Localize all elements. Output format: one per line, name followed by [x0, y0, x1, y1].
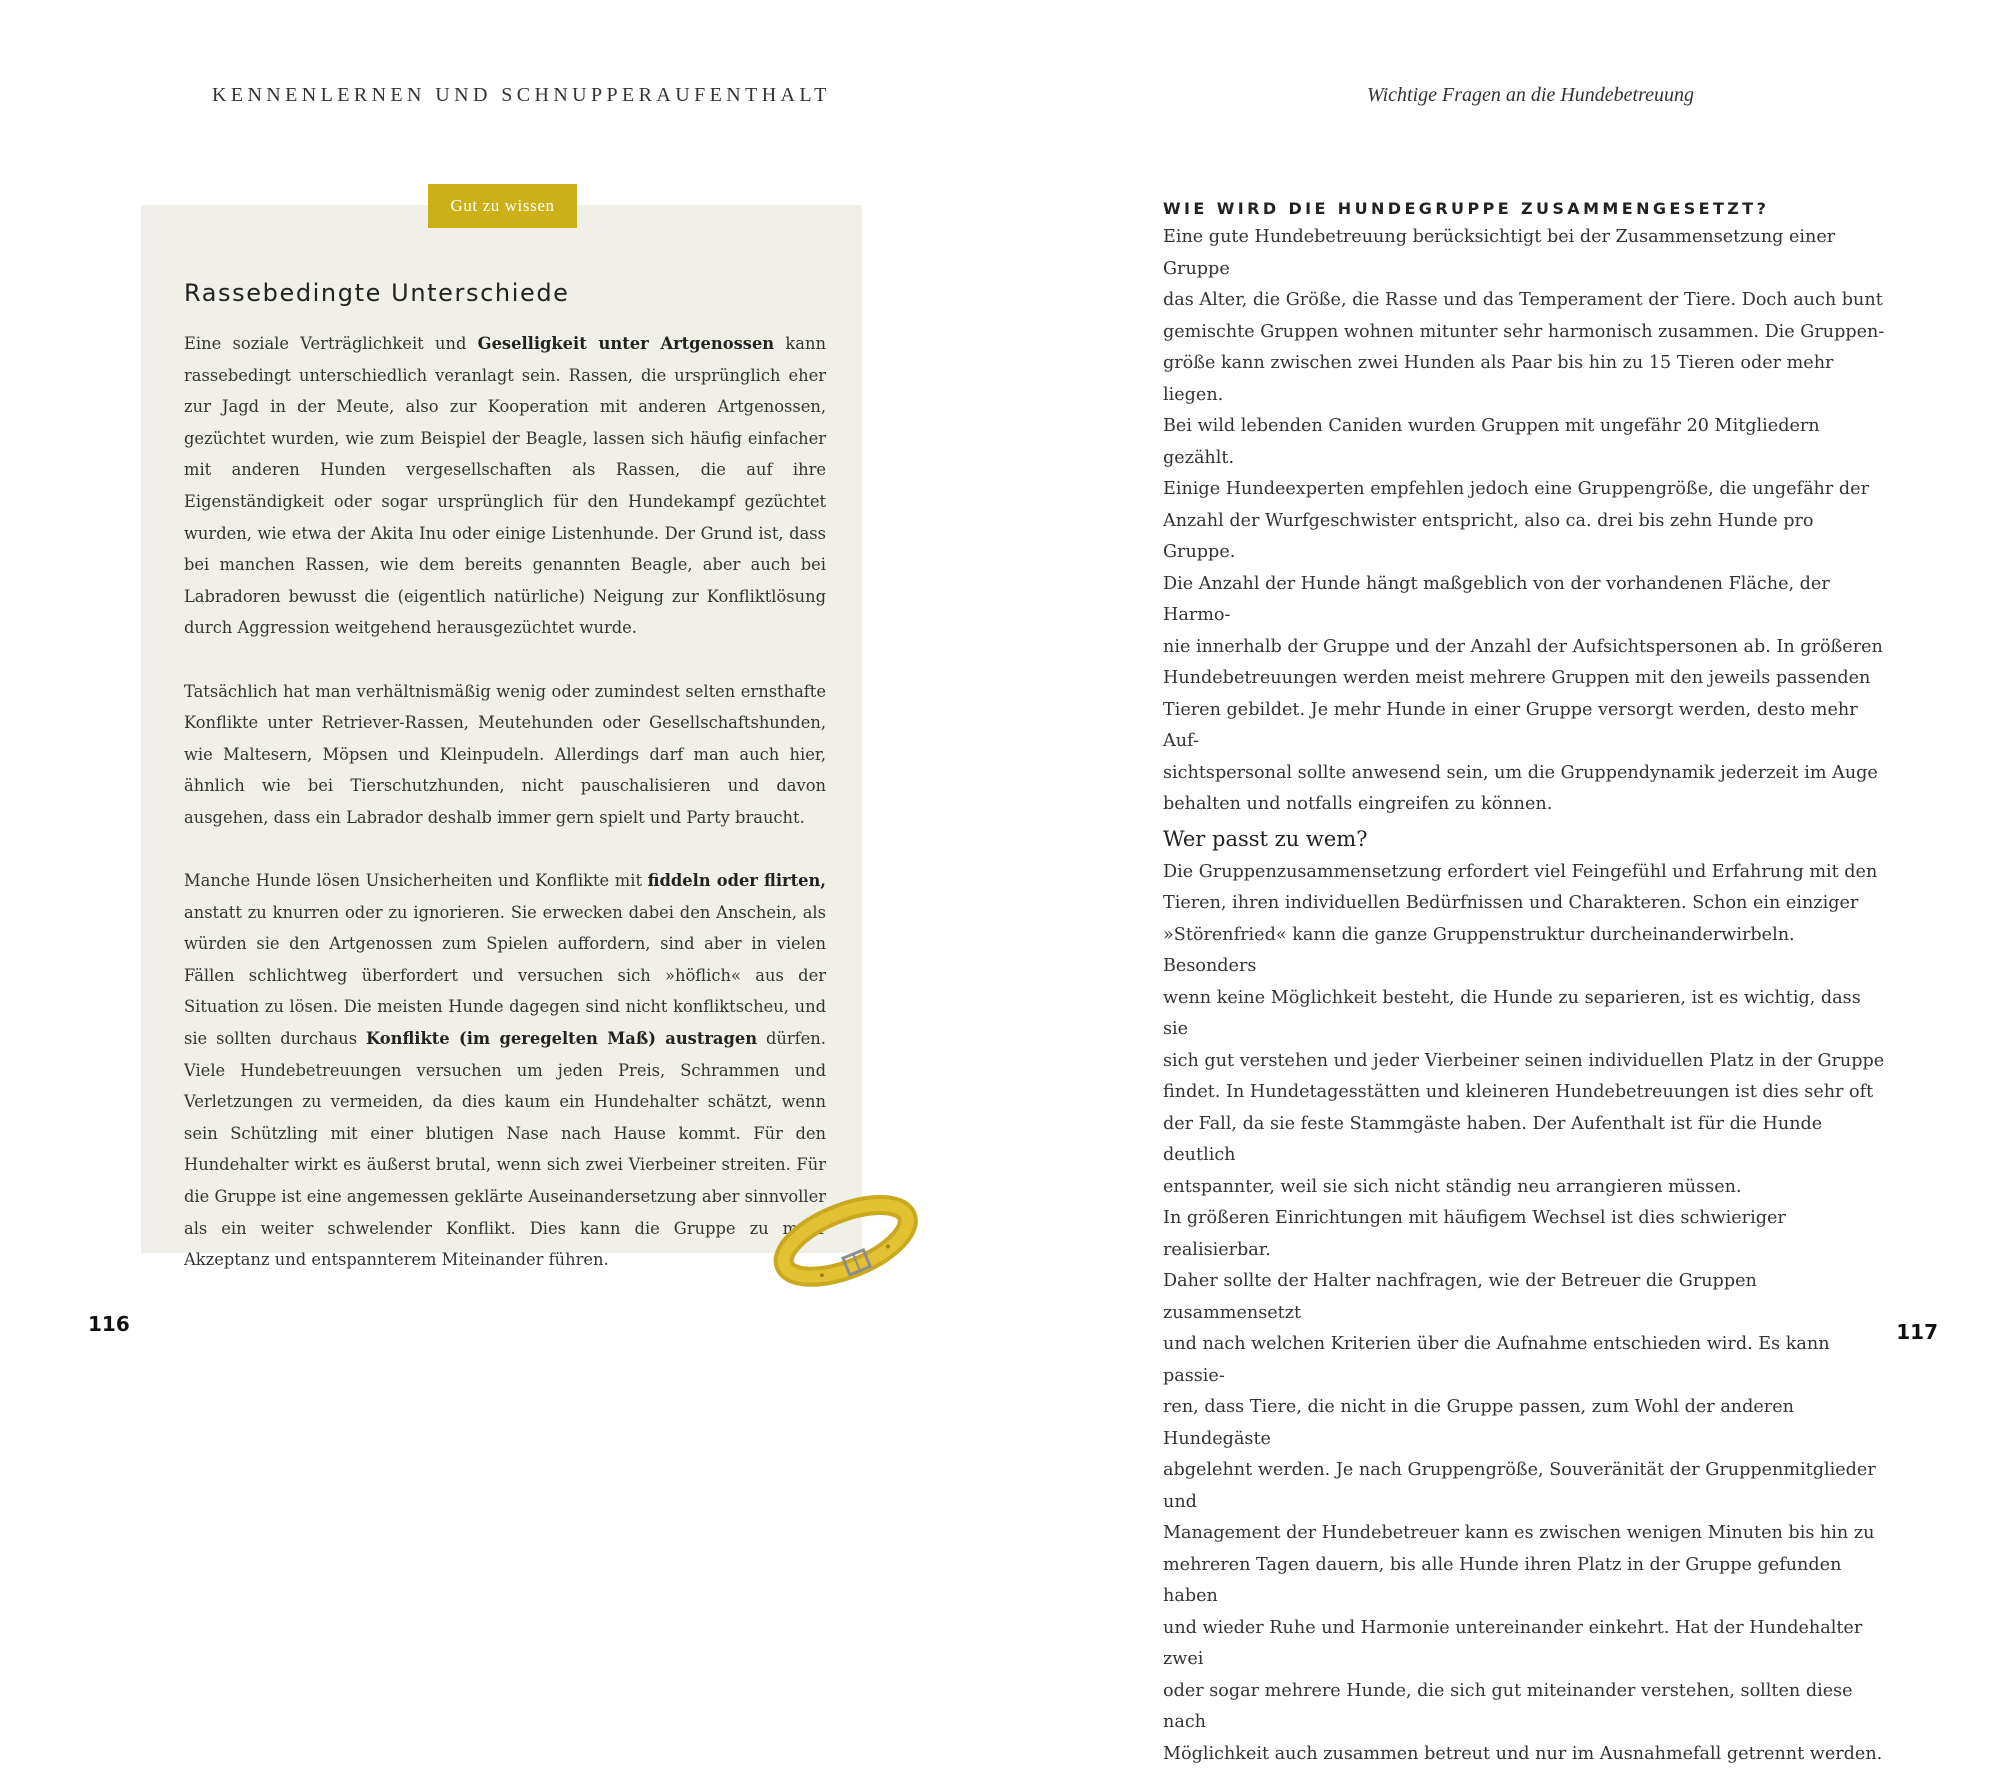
- running-head-right: Wichtige Fragen an die Hundebetreuung: [1367, 84, 1694, 107]
- right-body-line: der Fall, da sie feste Stammgäste haben. Der Aufenthalt ist für die Hunde deutlich: [1163, 1109, 1886, 1172]
- bold-phrase: fiddeln oder flirten,: [648, 871, 826, 890]
- right-body-line: und wieder Ruhe und Harmonie untereinander einkehrt. Hat der Hundehalter zwei: [1163, 1613, 1886, 1676]
- right-body-line: behalten und notfalls eingreifen zu können.: [1163, 789, 1886, 821]
- dog-collar-icon: [770, 1186, 920, 1292]
- right-body-line: Möglichkeit auch zusammen betreut und nur im Ausnahmefall getrennt werden.: [1163, 1739, 1886, 1770]
- section-heading-group-composition: WIE WIRD DIE HUNDEGRUPPE ZUSAMMENGESETZT?: [1163, 196, 1886, 222]
- right-body-line: ren, dass Tiere, die nicht in die Gruppe passen, zum Wohl der anderen Hundegäste: [1163, 1392, 1886, 1455]
- info-box-title: Rassebedingte Unterschiede: [184, 279, 570, 307]
- right-body-line: größe kann zwischen zwei Hunden als Paar bis hin zu 15 Tieren oder mehr liegen.: [1163, 348, 1886, 411]
- right-body-line: das Alter, die Größe, die Rasse und das Temperament der Tiere. Doch auch bunt: [1163, 285, 1886, 317]
- right-body-line: abgelehnt werden. Je nach Gruppengröße, Souveränität der Gruppenmitglieder und: [1163, 1455, 1886, 1518]
- right-body-line: Anzahl der Wurfgeschwister entspricht, also ca. drei bis zehn Hunde pro Gruppe.: [1163, 506, 1886, 569]
- right-body-line: sich gut verstehen und jeder Vierbeiner seinen individuellen Platz in der Gruppe: [1163, 1046, 1886, 1078]
- info-box-text: [184, 328, 826, 1307]
- info-paragraph-1: Eine soziale Verträglichkeit und Geselligkeit unter Artgenossen kann rassebedingt unterschiedlich veranlagt sein. Rassen, die ursprünglich eher zur Jagd in der Meute, also zur Kooperation mit anderen Artgenossen, gezüchtet wurden, wie zum Beispiel der Beagle, lassen sich häufig einfacher mit anderen Hunden vergesellschaften als Rassen, die auf ihre Eigenständigkeit oder sogar ursprünglich für den Hundekampf gezüchtet wurden, wie etwa der Akita Inu oder einige Listenhunde. Der Grund ist, dass bei manchen Rassen, wie dem bereits genannten Beagle, aber auch bei Labradoren bewusst die (eigentlich natürliche) Neigung zur Konfliktlösung durch Aggression weitgehend herausgezüchtet wurde.: [184, 328, 826, 644]
- page-number-right: 117: [1896, 1320, 1938, 1344]
- right-body-line: Management der Hundebetreuer kann es zwischen wenigen Minuten bis hin zu: [1163, 1518, 1886, 1550]
- right-body-line: gemischte Gruppen wohnen mitunter sehr harmonisch zusammen. Die Gruppen-: [1163, 317, 1886, 349]
- section-heading-who-fits: Wer passt zu wem?: [1163, 821, 1886, 857]
- right-column: [1163, 196, 1886, 1770]
- right-body-line: Eine gute Hundebetreuung berücksichtigt bei der Zusammensetzung einer Gruppe: [1163, 222, 1886, 285]
- right-body-line: Daher sollte der Halter nachfragen, wie der Betreuer die Gruppen zusammensetzt: [1163, 1266, 1886, 1329]
- right-body-line: »Störenfried« kann die ganze Gruppenstruktur durcheinanderwirbeln. Besonders: [1163, 920, 1886, 983]
- right-body-line: wenn keine Möglichkeit besteht, die Hunde zu separieren, ist es wichtig, dass sie: [1163, 983, 1886, 1046]
- right-body-line: In größeren Einrichtungen mit häufigem Wechsel ist dies schwieriger realisierbar.: [1163, 1203, 1886, 1266]
- right-body-line: oder sogar mehrere Hunde, die sich gut miteinander verstehen, sollten diese nach: [1163, 1676, 1886, 1739]
- right-body-line: Einige Hundeexperten empfehlen jedoch eine Gruppengröße, die ungefähr der: [1163, 474, 1886, 506]
- right-body-line: entspannter, weil sie sich nicht ständig neu arrangieren müssen.: [1163, 1172, 1886, 1204]
- info-box-tag: Gut zu wissen: [428, 184, 577, 228]
- right-body-line: Die Gruppenzusammensetzung erfordert viel Feingefühl und Erfahrung mit den: [1163, 857, 1886, 889]
- info-paragraph-3: Manche Hunde lösen Unsicherheiten und Konflikte mit fiddeln oder flirten, anstatt zu knurren oder zu ignorieren. Sie erwecken dabei den Anschein, als würden sie den Artgenossen zum Spielen auffordern, sind aber in vielen Fällen schlichtweg überfordert und versuchen sich »höflich« aus der Situation zu lösen. Die meisten Hunde dagegen sind nicht konfliktscheu, und sie sollten durchaus Konflikte (im geregelten Maß) austragen dürfen. Viele Hundebetreuungen versuchen um jeden Preis, Schrammen und Verletzungen zu vermeiden, da dies kaum ein Hundehalter schätzt, wenn sein Schützling mit einer blutigen Nase nach Hause kommt. Für den Hundehalter wirkt es äußerst brutal, wenn sich zwei Vierbeiner streiten. Für die Gruppe ist eine angemessen geklärte Auseinandersetzung aber sinnvoller als ein weiter schwelender Konflikt. Dies kann die Gruppe zu mehr Akzeptanz und entspannterem Miteinander führen.: [184, 865, 826, 1276]
- page-number-left: 116: [88, 1312, 130, 1336]
- bold-phrase: Konflikte (im geregelten Maß) austragen: [366, 1029, 757, 1048]
- right-body-line: Tieren, ihren individuellen Bedürfnissen und Charakteren. Schon ein einziger: [1163, 888, 1886, 920]
- right-body-line: Bei wild lebenden Caniden wurden Gruppen mit ungefähr 20 Mitgliedern gezählt.: [1163, 411, 1886, 474]
- bold-phrase: Geselligkeit unter Artgenossen: [478, 334, 774, 353]
- right-body-line: sichtspersonal sollte anwesend sein, um die Gruppendynamik jederzeit im Auge: [1163, 758, 1886, 790]
- right-body-line: und nach welchen Kriterien über die Aufnahme entschieden wird. Es kann passie-: [1163, 1329, 1886, 1392]
- right-body-line: Tieren gebildet. Je mehr Hunde in einer Gruppe versorgt werden, desto mehr Auf-: [1163, 695, 1886, 758]
- right-body-line: Hundebetreuungen werden meist mehrere Gruppen mit den jeweils passenden: [1163, 663, 1886, 695]
- running-head-left: KENNENLERNEN UND SCHNUPPERAUFENTHALT: [212, 84, 831, 107]
- right-body-line: mehreren Tagen dauern, bis alle Hunde ihren Platz in der Gruppe gefunden haben: [1163, 1550, 1886, 1613]
- right-body-line: nie innerhalb der Gruppe und der Anzahl der Aufsichtspersonen ab. In größeren: [1163, 632, 1886, 664]
- right-body-line: findet. In Hundetagesstätten und kleineren Hundebetreuungen ist dies sehr oft: [1163, 1077, 1886, 1109]
- right-body-line: Die Anzahl der Hunde hängt maßgeblich von der vorhandenen Fläche, der Harmo-: [1163, 569, 1886, 632]
- info-paragraph-2: Tatsächlich hat man verhältnismäßig wenig oder zumindest selten ernsthafte Konflikte unter Retriever-Rassen, Meutehunden oder Gesellschaftshunden, wie Maltesern, Möpsen und Kleinpudeln. Allerdings darf man auch hier, ähnlich wie bei Tierschutzhunden, nicht pauschalisieren und davon ausgehen, dass ein Labrador deshalb immer gern spielt und Party braucht.: [184, 676, 826, 834]
